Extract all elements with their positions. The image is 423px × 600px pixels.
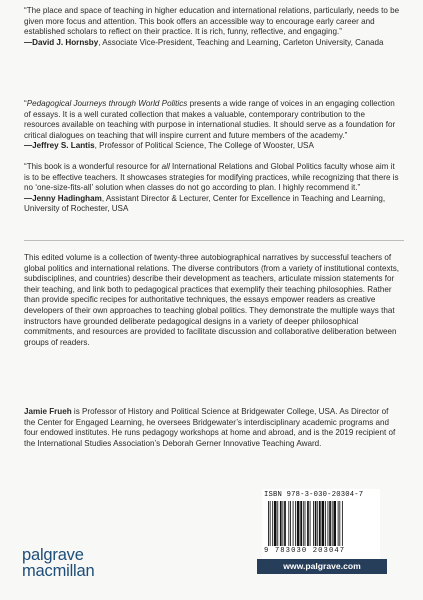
quote-lead: “This book is a wonderful resource for bbox=[24, 162, 162, 171]
barcode-bar bbox=[282, 501, 283, 546]
bio-text bbox=[24, 407, 401, 449]
quote-body: International Relations and Global Politics faculty whose aim it is to be effective teachers. It showcases strategies for modifying practices, while recognizing that there is no ‘one-size-fits-all’ solution when classes do not go according to plan. I highly recommend it.” bbox=[24, 162, 399, 193]
barcode-bar bbox=[338, 501, 339, 546]
quote-attribution bbox=[24, 141, 401, 152]
quote-affiliation: , Assistant Director & Lecturer, Center for Excellence in Teaching and Learning, University of Rochester, USA bbox=[24, 193, 386, 214]
barcode-bar bbox=[305, 501, 306, 546]
isbn-label: ISBN 978-3-030-20304-7 bbox=[264, 491, 364, 499]
author-bio bbox=[24, 407, 401, 449]
quote-attribution bbox=[24, 194, 401, 215]
barcode-bar bbox=[284, 501, 286, 546]
emphasis: all bbox=[161, 162, 170, 171]
quote-affiliation: , Professor of Political Science, The College of Wooster, USA bbox=[94, 141, 314, 151]
quote-affiliation: , Associate Vice-President, Teaching and Learning, Carleton University, Canada bbox=[98, 37, 384, 47]
barcode-bar bbox=[290, 501, 291, 546]
barcode-bar bbox=[277, 501, 278, 546]
logo-line-palgrave: palgrave bbox=[22, 546, 84, 564]
author-name: Jamie Frueh bbox=[24, 407, 72, 416]
barcode-bar bbox=[293, 501, 294, 546]
quote-text bbox=[24, 162, 401, 194]
barcode-bar bbox=[268, 501, 269, 546]
barcode-bar bbox=[333, 501, 336, 546]
isbn-barcode bbox=[262, 489, 380, 559]
endorsement-quote-1 bbox=[24, 6, 401, 48]
barcode-bar bbox=[339, 501, 340, 546]
endorsement-quote-3 bbox=[24, 162, 401, 215]
quote-author: —Jenny Hadingham bbox=[24, 193, 102, 203]
barcode-bar bbox=[307, 501, 309, 546]
barcode-digits: 9 783030 203047 bbox=[264, 547, 346, 555]
barcode-bar bbox=[280, 501, 282, 546]
barcode-bar bbox=[325, 501, 326, 546]
publisher-url[interactable]: www.palgrave.com bbox=[283, 561, 361, 571]
barcode-bar bbox=[297, 501, 300, 546]
quote-author: —Jeffrey S. Lantis bbox=[24, 141, 95, 151]
barcode-bar bbox=[310, 501, 311, 546]
barcode-bar bbox=[274, 501, 277, 546]
publisher-url-bar[interactable] bbox=[257, 559, 387, 574]
barcode-bars bbox=[268, 501, 374, 546]
publisher-logo bbox=[22, 547, 94, 579]
barcode-bar bbox=[300, 501, 302, 546]
barcode-bar bbox=[303, 501, 304, 546]
description-text: This edited volume is a collection of twenty-three autobiographical narratives by successful teachers of global politics and international relations. The diverse contributors (from a variety of institutional contexts, subdisciplines, and countries) describe their development as teachers, articulate mission statements for their teaching, and link both to pedagogical practices that exemplify their teaching philosophies. Rather than provide specific recipes for authoritative techniques, the essays empower readers as creative developers of their own approaches to teaching global politics. They demonstrate the multiple ways that instructors have grounded deliberate pedagogical designs in a variety of deeper philosophical commitments, and resources are provided to facilitate discussion and collaborative deliberation between groups of readers. bbox=[24, 253, 400, 347]
quote-attribution bbox=[24, 38, 401, 49]
bio-body: is Professor of History and Political Science at Bridgewater College, USA. As Director of the Center for Engaged Learning, he oversees Bridgewater’s interdisciplinary academic programs and four endowed institutes. He runs pedagogy workshops at home and abroad, and is the 2019 recipient of the International Studies Association’s Deborah Gerner Innovative Teaching Award. bbox=[24, 407, 396, 448]
barcode-bar bbox=[270, 501, 271, 546]
book-title: Pedagogical Journeys through World Politics bbox=[26, 99, 188, 108]
barcode-bar bbox=[342, 501, 343, 546]
quote-author: —David J. Hornsby bbox=[24, 37, 99, 47]
barcode-bar bbox=[295, 501, 296, 546]
barcode-bar bbox=[322, 501, 325, 546]
quote-open-mark: “ bbox=[24, 99, 27, 108]
barcode-bar bbox=[315, 501, 317, 546]
book-description bbox=[24, 253, 401, 348]
endorsement-quote-2 bbox=[24, 99, 401, 152]
barcode-bar bbox=[332, 501, 333, 546]
barcode-bar bbox=[317, 501, 318, 546]
barcode-bar bbox=[288, 501, 289, 546]
barcode-bar bbox=[272, 501, 273, 546]
section-divider bbox=[24, 240, 404, 241]
quote-body: presents a wide range of voices in an engaging collection of essays. It is a well curated collection that makes a valuable, contemporary contribution to the resources available on teaching with purpose in international studies. It should serve as a foundation for critical dialogues on teaching that will inspire current and future members of the academy.” bbox=[24, 99, 396, 140]
quote-text bbox=[24, 99, 401, 141]
barcode-bar bbox=[328, 501, 329, 546]
barcode-bar bbox=[319, 501, 321, 546]
barcode-bar bbox=[313, 501, 314, 546]
logo-line-macmillan: macmillan bbox=[22, 562, 95, 580]
barcode-bar bbox=[329, 501, 331, 546]
quote-text: “The place and space of teaching in higher education and international relations, particularly, needs to be given more focus and attention. This book offers an accessible way to encourage early career and established scholars to reflect on their practice. It is rich, funny, reflective, and engaging.” bbox=[24, 6, 400, 37]
